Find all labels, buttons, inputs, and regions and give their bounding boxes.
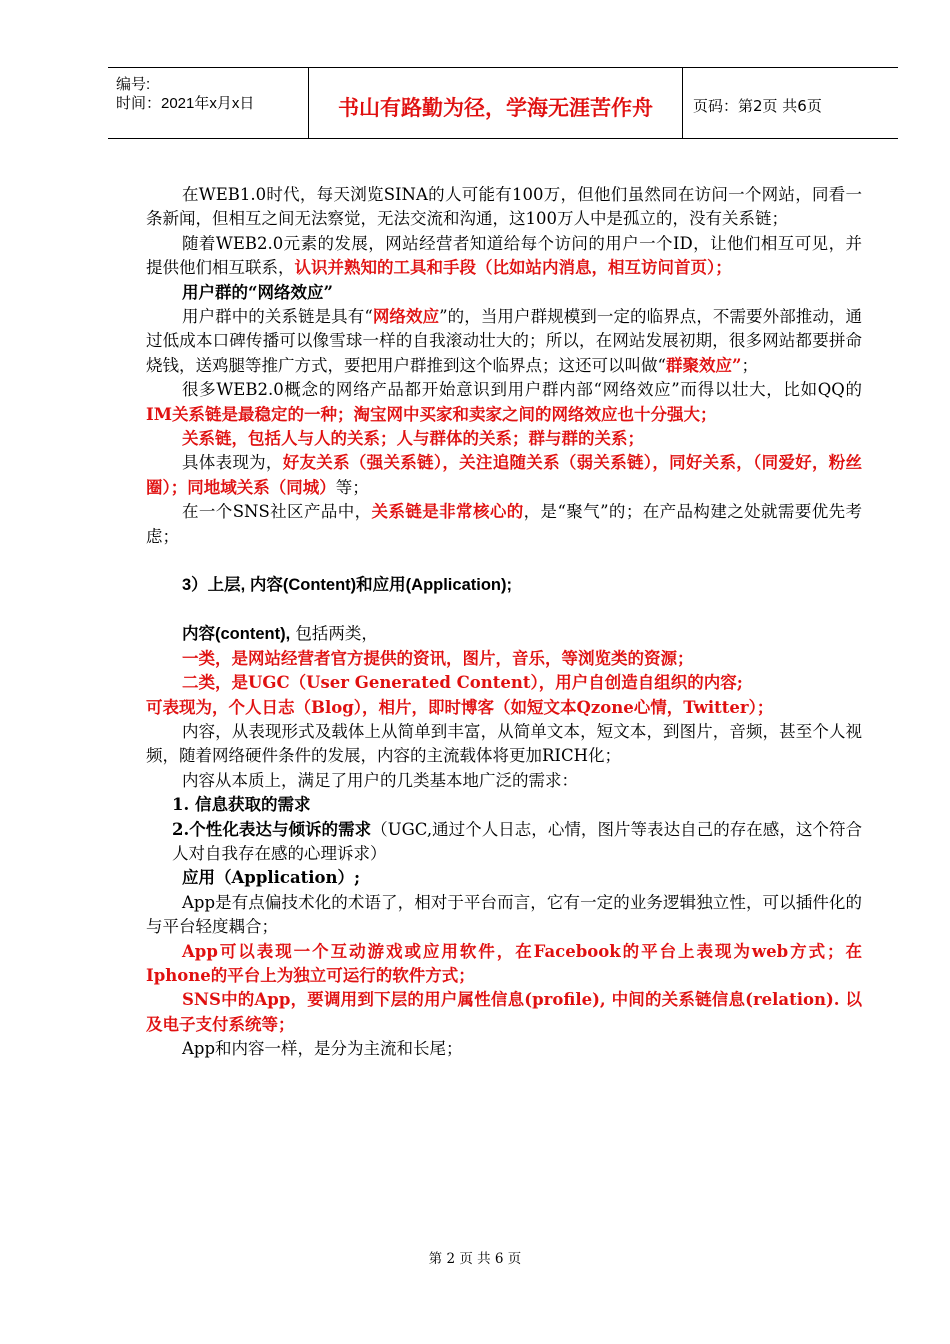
paragraph-content-evolution: 内容，从表现形式及载体上从简单到丰富，从简单文本，短文本，到图片，音频，甚至个人视频，随着网络硬件条件的发展，内容的主流载体将更加RICH化； [146,721,862,766]
text-span: ”的，当用户群规模到一定的临界点，不需要外部推动，通过低成本口碑传播可以像雪球一样的自我滚动壮大的；所以，在网站发展初期，很多网站都要拼命烧钱，送鸡腿等推广方式，要把用户群推到这个临界点；这还可以叫做“ [146,307,863,375]
document-body [146,183,862,1062]
highlight-span: 网络效应 [372,307,440,327]
paragraph-content-type2: 二类，是UGC（User Generated Content），用户自创造自组织的内容; [182,673,743,693]
spacer [146,598,862,622]
text-span: ，是“聚气”的；在产品构建之处就需要优先考虑； [146,502,863,546]
header-right-cell [683,68,898,138]
need-item-1: 1. 信息获取的需求 [172,795,311,815]
paragraph-network-effect [146,305,862,378]
page-footer: 第 2 页 共 6 页 [428,1251,522,1267]
paragraph-content-needs: 内容从本质上，满足了用户的几类基本地广泛的需求： [182,770,578,790]
paragraph-web2-products [146,378,862,427]
paragraph-app-longtail: App和内容一样，是分为主流和长尾； [182,1039,463,1059]
text-span: 很多WEB2.0概念的网络产品都开始意识到用户群内部“网络效应”而得以壮大，比如QQ的 [182,380,862,400]
text-span: 包括两类， [290,624,378,644]
highlight-span: 关系链是非常核心的 [371,502,524,522]
heading-application: 应用（Application）; [182,868,361,888]
paragraph-sns-core [146,500,862,549]
date-label: 时间：2021年x月x日 [116,95,255,112]
heading-network-effect: 用户群的“网络效应” [182,282,333,302]
header-left-cell [108,68,309,138]
text-span: 内容(content), [182,625,291,644]
motto: 书山有路勤为径，学海无涯苦作舟 [338,96,653,120]
number-label: 编号: [116,76,151,93]
spacer [146,549,862,573]
paragraph-manifestation [146,451,862,500]
heading-upper-layer: 3）上层, 内容(Content)和应用(Application); [182,576,512,595]
paragraph-web2-highlight: 认识并熟知的工具和手段（比如站内消息，相互访问首页）； [294,258,732,278]
highlight-span: 好友关系（强关系链），关注追随关系（弱关系链），同好关系，（同爱好，粉丝圈）；同地域关系（同城） [146,453,863,497]
text-span: 具体表现为， [182,453,283,473]
highlight-span: 群聚效应” [665,355,742,375]
paragraph-web1: 在WEB1.0时代，每天浏览SINA的人可能有100万，但他们虽然同在访问一个网站，同看一条新闻，但相互之间无法察觉，无法交流和沟通，这100万人中是孤立的，没有关系链； [146,185,862,229]
page-header [108,67,898,139]
text-span: 2.个性化表达与倾诉的需求 [172,819,372,839]
paragraph-content-forms: 可表现为，个人日志（Blog），相片，即时博客（如短文本Qzone心情，Twitter）； [146,697,774,717]
text-span: ； [741,355,758,375]
need-item-2 [146,818,862,867]
text-span: 在一个SNS社区产品中， [182,502,372,522]
paragraph-relation-chain: 关系链，包括人与人的关系；人与群体的关系；群与群的关系； [182,429,644,449]
header-motto-cell [309,68,683,138]
paragraph-web2-text: 随着WEB2.0元素的发展，网站经营者知道给每个访问的用户一个ID，让他们相互可见，并提供他们相互联系， [146,233,862,278]
text-span: （UGC,通过个人日志，心情，图片等表达自己的存在感，这个符合人对自我存在感的心理诉求） [172,819,862,863]
paragraph-app-forms: App可以表现一个互动游戏或应用软件，在Facebook的平台上表现为web方式；在Iphone的平台上为独立可运行的软件方式； [146,941,862,985]
paragraph-content-intro [146,622,862,646]
highlight-span: IM关系链是最稳定的一种；淘宝网中买家和卖家之间的网络效应也十分强大； [146,404,717,424]
paragraph-content-type1: 一类，是网站经营者官方提供的资讯，图片，音乐，等浏览类的资源； [182,648,694,668]
paragraph-web2 [146,232,862,281]
paragraph-app-definition: App是有点偏技术化的术语了，相对于平台而言，它有一定的业务逻辑独立性，可以插件化的与平台轻度耦合； [146,892,862,937]
paragraph-app-sns: SNS中的App，要调用到下层的用户属性信息(profile), 中间的关系链信息(relation). 以及电子支付系统等； [146,990,862,1034]
text-span: 等； [335,477,369,497]
text-span: 用户群中的关系链是具有“ [182,307,373,327]
header-page-info: 页码：第2页 共6页 [693,97,822,115]
